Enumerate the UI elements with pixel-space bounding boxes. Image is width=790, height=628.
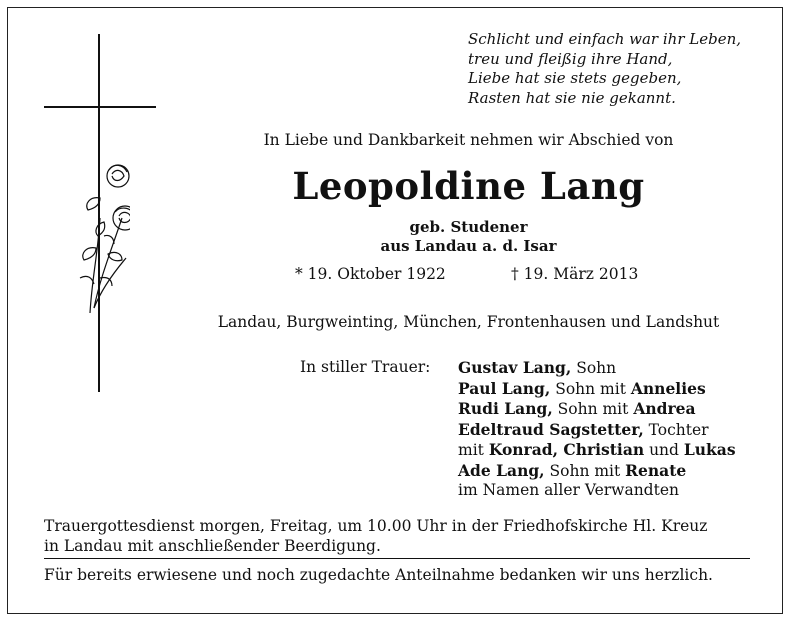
service-notice	[44, 516, 764, 556]
poem	[468, 30, 741, 108]
mourner-line: Rudi Lang, Sohn mit Andrea	[458, 399, 696, 418]
mourner-line: im Namen aller Verwandten	[458, 481, 679, 499]
poem-line: Liebe hat sie stets gegeben,	[468, 69, 682, 87]
divider	[44, 558, 750, 559]
poem-line: Schlicht und einfach war ihr Leben,	[468, 30, 742, 48]
mourner-line: Gustav Lang, Sohn	[458, 358, 617, 377]
mourner-line: Edeltraud Sagstetter, Tochter	[458, 419, 709, 439]
birth-date: * 19. Oktober 1922	[295, 265, 446, 283]
cross-horizontal-bar	[44, 106, 156, 108]
poem-line: Rasten hat sie nie gekannt.	[468, 88, 676, 107]
places-line: Landau, Burgweinting, München, Frontenhausen und Landshut	[217, 313, 720, 331]
obituary-card	[7, 7, 783, 614]
birth-name: geb. Studener	[409, 218, 528, 236]
origin: aus Landau a. d. Isar	[380, 237, 557, 255]
mourning-label: In stiller Trauer:	[300, 358, 431, 376]
thanks-text: Für bereits erwiesene und noch zugedachte Anteilnahme bedanken wir uns herzlich.	[44, 566, 713, 584]
mourner-line: Ade Lang, Sohn mit Renate	[458, 460, 687, 480]
mourner-line: mit Konrad, Christian und Lukas	[458, 440, 736, 459]
poem-line: treu und fleißig ihre Hand,	[468, 49, 673, 68]
mourner-line: Paul Lang, Sohn mit Annelies	[458, 378, 706, 398]
service-line: Trauergottesdienst morgen, Freitag, um 10.00 Uhr in der Friedhofskirche Hl. Kreuz	[44, 517, 708, 535]
mourners-list	[458, 358, 736, 501]
service-line: in Landau mit anschließender Beerdigung.	[44, 537, 381, 555]
death-date: † 19. März 2013	[511, 265, 639, 283]
intro-text: In Liebe und Dankbarkeit nehmen wir Abschied von	[263, 131, 674, 149]
deceased-name: Leopoldine Lang	[292, 164, 645, 208]
